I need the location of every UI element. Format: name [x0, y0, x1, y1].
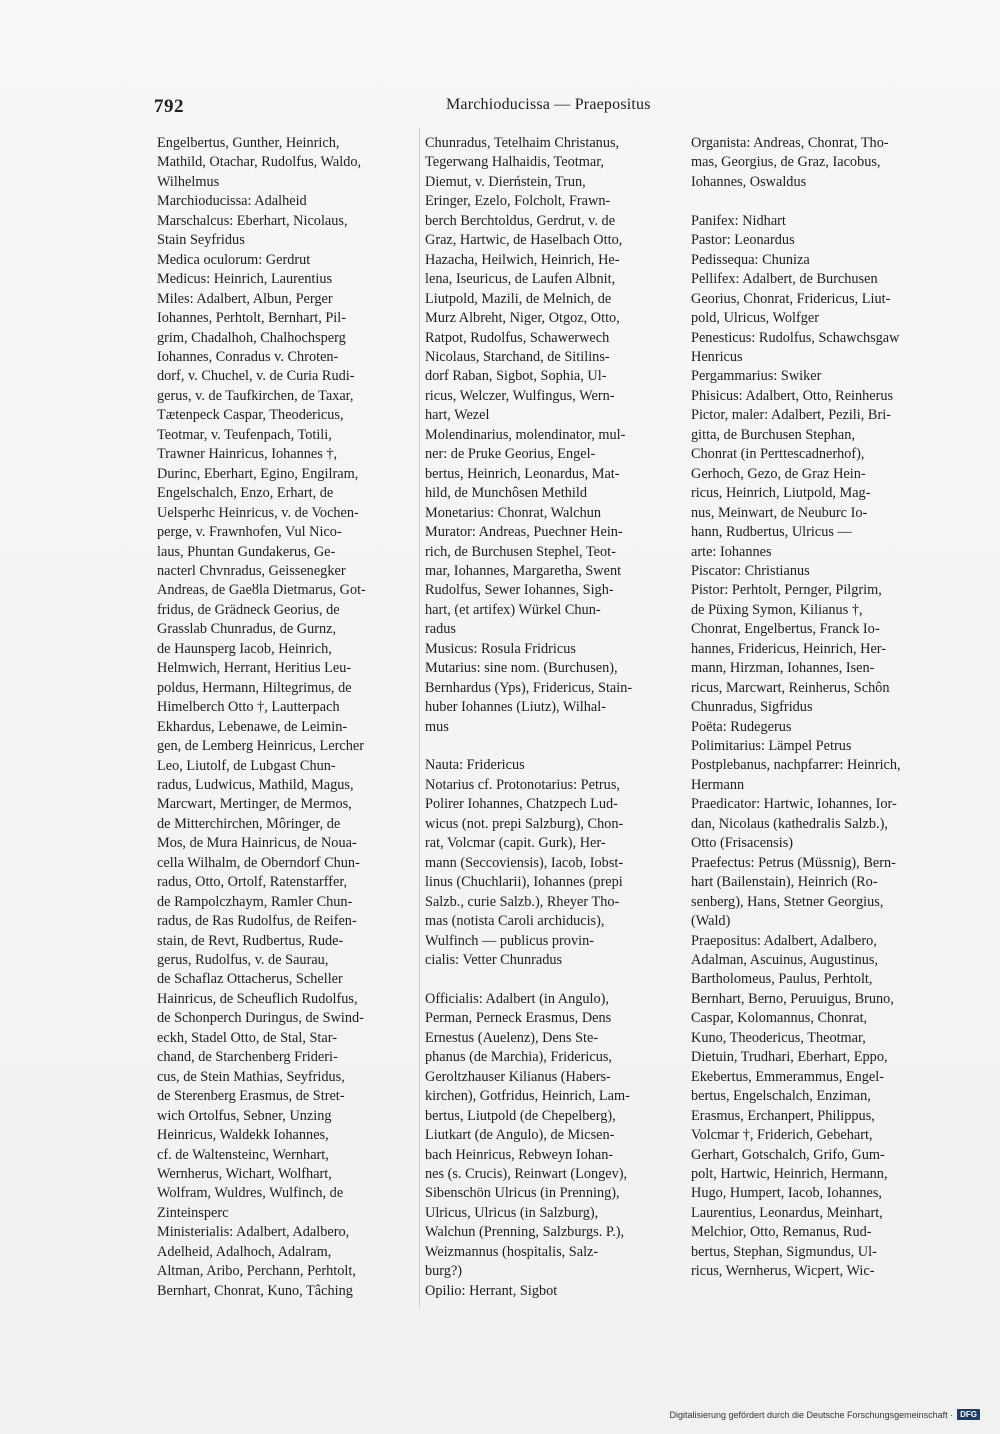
text-line: linus (Chuchlarii), Iohannes (prepi — [425, 874, 623, 891]
text-line: Polimitarius: Lämpel Petrus — [691, 738, 852, 755]
text-line: Adalman, Ascuinus, Augustinus, — [691, 952, 879, 969]
text-line: radus, de Ras Rudolfus, de Reifen- — [157, 913, 357, 930]
text-line: Monetarius: Chonrat, Walchun — [425, 504, 602, 521]
text-line: Altman, Aribo, Perchann, Perhtolt, — [157, 1263, 356, 1280]
text-line: Laurentius, Leonardus, Meinhart, — [691, 1204, 883, 1221]
text-line: Melchior, Otto, Remanus, Rud- — [691, 1224, 872, 1241]
text-line: Teotmar, v. Teufenpach, Totili, — [157, 426, 332, 443]
text-line: nus, Meinwart, de Neuburc Io- — [691, 504, 868, 521]
text-line: Pictor, maler: Adalbert, Pezili, Bri- — [691, 407, 891, 424]
text-line: Opilio: Herrant, Sigbot — [425, 1282, 558, 1299]
text-line: Wulfinch — publicus provin- — [425, 932, 594, 949]
text-line: Engelschalch, Enzo, Erhart, de — [157, 485, 334, 502]
text-line: Engelbertus, Gunther, Heinrich, — [157, 135, 340, 151]
text-line: Praedicator: Hartwic, Iohannes, Ior- — [691, 796, 897, 813]
text-line: Murator: Andreas, Puechner Hein- — [425, 524, 623, 541]
text-line: poldus, Hermann, Hiltegrimus, de — [157, 679, 352, 696]
text-line: Perman, Perneck Erasmus, Dens — [425, 1010, 612, 1027]
text-line: Stain Seyfridus — [157, 232, 245, 249]
text-line: Geroltzhauser Kilianus (Habers- — [425, 1068, 611, 1085]
text-line: de Püxing Symon, Kilianus †, — [691, 601, 863, 618]
text-line: Pastor: Leonardus — [691, 232, 795, 249]
text-line: Hazacha, Heilwich, Heinrich, He- — [425, 251, 620, 268]
text-line: nes (s. Crucis), Reinwart (Longev), — [425, 1165, 628, 1182]
text-line: arte: Iohannes — [691, 543, 772, 560]
text-line: de Rampolczhaym, Ramler Chun- — [157, 893, 353, 910]
text-line: rich, de Burchusen Stephel, Teot- — [425, 543, 616, 560]
running-head: Marchioducissa — Praepositus — [446, 96, 651, 113]
text-line: Panifex: Nidhart — [691, 212, 786, 229]
text-column-2 — [425, 134, 685, 1301]
text-line: Zinteinsperc — [157, 1204, 229, 1221]
text-line: dorf, v. Chuchel, v. de Curia Rudi- — [157, 368, 355, 385]
text-line: Medica oculorum: Gerdrut — [157, 251, 311, 268]
text-line: Miles: Adalbert, Albun, Perger — [157, 290, 333, 307]
text-line: cus, de Stein Mathias, Seyfridus, — [157, 1068, 345, 1085]
text-line: cf. de Waltensteinc, Wernhart, — [157, 1146, 329, 1163]
text-line: ner: de Pruke Georius, Engel- — [425, 446, 596, 463]
text-line: Marcwart, Mertinger, de Mermos, — [157, 796, 352, 813]
text-line: radus, Otto, Ortolf, Ratenstarffer, — [157, 874, 348, 891]
text-line: de Haunsperg Iacob, Heinrich, — [157, 640, 332, 657]
text-line: senberg), Hans, Stetner Georgius, — [691, 893, 884, 910]
text-line: Salzb., curie Salzb.), Rheyer Tho- — [425, 893, 620, 910]
text-line: Wilhelmus — [157, 173, 220, 190]
text-line: Praepositus: Adalbert, Adalbero, — [691, 932, 877, 949]
text-line: huber Iohannes (Liutz), Wilhal- — [425, 699, 606, 716]
text-line: Marchioducissa: Adalheid — [157, 193, 307, 210]
text-line: eckh, Stadel Otto, de Stal, Star- — [157, 1029, 337, 1046]
text-line: Otto (Frisacensis) — [691, 835, 794, 852]
footer — [669, 1409, 980, 1420]
text-line: wicus (not. prepi Salzburg), Chon- — [425, 815, 624, 832]
text-line: Chunradus, Tetelhaim Christanus, — [425, 135, 620, 151]
text-line: Penesticus: Rudolfus, Schawchsgaw — [691, 329, 900, 346]
text-line: Liutkart (de Angulo), de Micsen- — [425, 1127, 615, 1144]
text-line: Nicolaus, Starchand, de Sitilins- — [425, 348, 610, 365]
text-line: Ratpot, Rudolfus, Schawerwech — [425, 329, 610, 346]
text-line: (Wald) — [691, 913, 731, 930]
text-line: Uelsperhc Heinricus, v. de Vochen- — [157, 504, 359, 521]
text-line: hart (Bailenstain), Heinrich (Ro- — [691, 874, 878, 891]
text-line: Grasslab Chunradus, de Gurnz, — [157, 621, 337, 638]
text-line: hann, Rudbertus, Ulricus — — [691, 524, 852, 541]
text-line: ricus, Wernherus, Wicpert, Wic- — [691, 1263, 875, 1280]
text-line: Erasmus, Erchanpert, Philippus, — [691, 1107, 875, 1124]
text-line: mann, Hirzman, Iohannes, Isen- — [691, 660, 875, 677]
text-line: Pellifex: Adalbert, de Burchusen — [691, 271, 878, 288]
text-line: de Schonperch Duringus, de Swind- — [157, 1010, 364, 1027]
text-line: Postplebanus, nachpfarrer: Heinrich, — [691, 757, 901, 774]
text-line: Sibenschön Ulricus (in Prenning), — [425, 1185, 620, 1202]
text-line: Pistor: Perhtolt, Pernger, Pilgrim, — [691, 582, 882, 599]
text-line: phanus (de Marchia), Fridericus, — [425, 1049, 612, 1066]
text-line: pold, Ulricus, Wolfger — [691, 310, 820, 327]
text-line: ricus, Marcwart, Reinherus, Schôn — [691, 679, 890, 696]
text-line: kirchen), Gotfridus, Heinrich, Lam- — [425, 1088, 630, 1105]
text-line: bach Heinricus, Rebweyn Iohan- — [425, 1146, 614, 1163]
text-line: Mos, de Mura Hainricus, de Noua- — [157, 835, 357, 852]
column-divider — [419, 128, 420, 1308]
text-line: ricus, Welczer, Wulfingus, Wern- — [425, 387, 615, 404]
text-line: Bernhart, Chonrat, Kuno, Tâching — [157, 1282, 353, 1299]
text-line: Volcmar †, Friderich, Gebehart, — [691, 1127, 873, 1144]
text-line: Hugo, Humpert, Iacob, Iohannes, — [691, 1185, 882, 1202]
text-line: gen, de Lemberg Heinricus, Lercher — [157, 738, 364, 755]
text-line: Adelheid, Adalhoch, Adalram, — [157, 1243, 332, 1260]
text-line: hild, de Munchôsen Methild — [425, 485, 588, 502]
text-line: Ulricus, Ulricus (in Salzburg), — [425, 1204, 599, 1221]
text-line: gerus, Rudolfus, v. de Saurau, — [157, 952, 329, 969]
text-line: de Schaflaz Ottacherus, Scheller — [157, 971, 343, 988]
text-line — [425, 970, 685, 989]
text-line: Eringer, Ezelo, Folcholt, Frawn- — [425, 193, 611, 210]
text-line: Tegerwang Halhaidis, Teotmar, — [425, 154, 604, 171]
text-line: Himelberch Otto †, Lautterpach — [157, 699, 340, 716]
text-line: de Sterenberg Erasmus, de Stret- — [157, 1088, 345, 1105]
text-line: burg?) — [425, 1263, 463, 1280]
text-line: ricus, Heinrich, Liutpold, Mag- — [691, 485, 871, 502]
text-line: Piscator: Christianus — [691, 562, 810, 579]
text-line: dorf Raban, Sigbot, Sophia, Ul- — [425, 368, 607, 385]
text-line: Ekhardus, Lebenawe, de Leimin- — [157, 718, 348, 735]
text-line: Praefectus: Petrus (Müssnig), Bern- — [691, 854, 896, 871]
text-line: stain, de Revt, Rudbertus, Rude- — [157, 932, 344, 949]
text-line: bertus, Heinrich, Leonardus, Mat- — [425, 465, 620, 482]
text-line: Rudolfus, Sewer Iohannes, Sigh- — [425, 582, 614, 599]
text-line: lena, Iseuricus, de Laufen Albnit, — [425, 271, 616, 288]
text-line: hannes, Fridericus, Heinrich, Her- — [691, 640, 887, 657]
text-line: polt, Hartwic, Heinrich, Hermann, — [691, 1166, 888, 1182]
text-line: Murz Albreht, Niger, Otgoz, Otto, — [425, 310, 620, 327]
text-line: mar, Iohannes, Margaretha, Swent — [425, 562, 622, 579]
text-line: Hermann — [691, 776, 745, 793]
text-column-1 — [157, 134, 415, 1301]
text-line: mas, Georgius, de Graz, Iacobus, — [691, 154, 881, 171]
text-line: Chonrat (in Perttescadnerhof), — [691, 446, 865, 463]
text-line — [425, 737, 685, 756]
text-line: Durinc, Eberhart, Egino, Engilram, — [157, 465, 359, 482]
text-line: Marschalcus: Eberhart, Nicolaus, — [157, 212, 348, 229]
text-line: Organista: Andreas, Chonrat, Tho- — [691, 135, 889, 151]
text-line: Graz, Hartwic, de Haselbach Otto, — [425, 232, 623, 249]
text-line: Officialis: Adalbert (in Angulo), — [425, 990, 609, 1007]
text-line: mann (Seccoviensis), Iacob, Iobst- — [425, 854, 624, 871]
text-line: Phisicus: Adalbert, Otto, Reinherus — [691, 387, 894, 404]
text-line: Caspar, Kolomannus, Chonrat, — [691, 1010, 868, 1027]
text-line: Hainricus, de Scheuflich Rudolfus, — [157, 990, 358, 1007]
text-column-3 — [691, 134, 953, 1282]
text-line: Notarius cf. Protonotarius: Petrus, — [425, 776, 620, 793]
text-line: de Mitterchirchen, Môringer, de — [157, 815, 341, 832]
text-line: berch Berchtoldus, Gerdrut, v. de — [425, 212, 616, 229]
dfg-logo: DFG — [957, 1409, 980, 1420]
text-line: Diemut, v. Dierństein, Trun, — [425, 173, 586, 190]
text-line: Mathild, Otachar, Rudolfus, Waldo, — [157, 154, 362, 171]
text-line: Leo, Liutolf, de Lubgast Chun- — [157, 757, 336, 774]
text-line: rat, Volcmar (capit. Gurk), Her- — [425, 835, 606, 852]
text-line: Pedissequa: Chuniza — [691, 251, 810, 268]
page-number: 792 — [154, 96, 184, 117]
text-line: Molendinarius, molendinator, mul- — [425, 426, 626, 443]
text-line: Bernhardus (Yps), Fridericus, Stain- — [425, 679, 633, 696]
text-line: chand, de Starchenberg Frideri- — [157, 1049, 338, 1066]
text-line: Gerhart, Gotschalch, Grifo, Gum- — [691, 1146, 885, 1163]
text-line: fridus, de Grädneck Georius, de — [157, 601, 340, 618]
text-line: Georius, Chonrat, Fridericus, Liut- — [691, 290, 891, 307]
text-line: Chonrat, Engelbertus, Franck Io- — [691, 621, 880, 638]
text-line: Ekebertus, Emmerammus, Engel- — [691, 1068, 884, 1085]
text-line: hart, Wezel — [425, 407, 490, 424]
text-line: grim, Chadalhoh, Chalhochsperg — [157, 329, 346, 346]
text-line: laus, Phuntan Gundakerus, Ge- — [157, 543, 336, 560]
text-line: Medicus: Heinrich, Laurentius — [157, 271, 333, 288]
text-line: perge, v. Frawnhofen, Vul Nico- — [157, 524, 342, 541]
text-line: mas (notista Caroli archiducis), — [425, 913, 605, 930]
text-line: Wernherus, Wichart, Wolfhart, — [157, 1166, 332, 1183]
text-line: Heinricus, Waldekk Iohannes, — [157, 1127, 329, 1144]
text-line: Iohannes, Oswaldus — [691, 173, 807, 190]
text-line: gerus, v. de Taufkirchen, de Taxar, — [157, 387, 354, 404]
text-line: gitta, de Burchusen Stephan, — [691, 426, 855, 443]
text-line: Gerhoch, Gezo, de Graz Hein- — [691, 465, 866, 482]
text-line: Wolfram, Wuldres, Wulfinch, de — [157, 1185, 344, 1202]
text-line: Ministerialis: Adalbert, Adalbero, — [157, 1224, 350, 1241]
text-line: nacterl Chvnradus, Geissenegker — [157, 562, 346, 579]
text-line: Mutarius: sine nom. (Burchusen), — [425, 660, 618, 677]
text-line: Andreas, de Gaeȣla Dietmarus, Got- — [157, 582, 366, 599]
text-line: cialis: Vetter Chunradus — [425, 952, 563, 969]
footer-text: Digitalisierung gefördert durch die Deutsche Forschungsgemeinschaft · — [669, 1409, 954, 1420]
text-line — [691, 192, 953, 211]
text-line: Trawner Hainricus, Iohannes †, — [157, 446, 338, 463]
text-line: bertus, Engelschalch, Enziman, — [691, 1088, 871, 1105]
text-line: Iohannes, Conradus v. Chroten- — [157, 348, 339, 365]
text-line: Liutpold, Mazili, de Melnich, de — [425, 290, 612, 307]
text-line: radus — [425, 621, 456, 638]
text-line: bertus, Liutpold (de Chepelberg), — [425, 1107, 616, 1124]
text-line: Tætenpeck Caspar, Theodericus, — [157, 407, 344, 424]
text-line: Musicus: Rosula Fridricus — [425, 640, 576, 657]
text-line: cella Wilhalm, de Oberndorf Chun- — [157, 854, 360, 871]
text-line: Pergammarius: Swiker — [691, 368, 822, 385]
text-line: bertus, Stephan, Sigmundus, Ul- — [691, 1243, 877, 1260]
text-line: hart, (et artifex) Würkel Chun- — [425, 601, 601, 618]
text-line: Henricus — [691, 348, 743, 365]
text-line: Bartholomeus, Paulus, Perhtolt, — [691, 971, 873, 988]
text-line: Nauta: Fridericus — [425, 757, 525, 774]
text-line: Iohannes, Perhtolt, Bernhart, Pil- — [157, 310, 347, 327]
text-line: Poëta: Rudegerus — [691, 718, 792, 735]
text-line: radus, Ludwicus, Mathild, Magus, — [157, 776, 354, 793]
text-line: wich Ortolfus, Sebner, Unzing — [157, 1107, 332, 1124]
text-line: Kuno, Theodericus, Theotmar, — [691, 1029, 866, 1046]
text-line: Bernhart, Berno, Peruuigus, Bruno, — [691, 990, 894, 1007]
text-line: Weizmannus (hospitalis, Salz- — [425, 1243, 599, 1260]
text-line: Polirer Iohannes, Chatzpech Lud- — [425, 796, 618, 813]
text-line: Chunradus, Sigfridus — [691, 699, 813, 716]
text-line: dan, Nicolaus (kathedralis Salzb.), — [691, 815, 888, 832]
text-line: Walchun (Prenning, Salzburgs. P.), — [425, 1224, 625, 1241]
text-line: Ernestus (Auelenz), Dens Ste- — [425, 1029, 599, 1046]
text-line: mus — [425, 718, 449, 735]
text-line: Dietuin, Trudhari, Eberhart, Eppo, — [691, 1049, 888, 1066]
text-line: Helmwich, Herrant, Heritius Leu- — [157, 660, 352, 677]
